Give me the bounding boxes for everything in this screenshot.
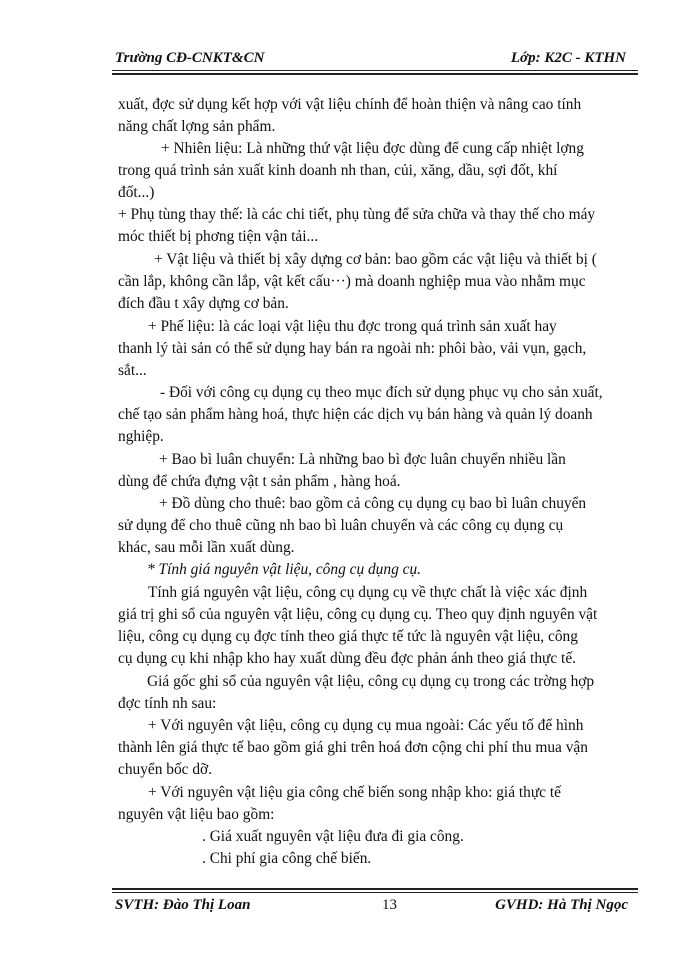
body-line: nguyên vật liệu bao gồm: [118, 806, 275, 823]
body-line: cụ dụng cụ khi nhập kho hay xuất dùng đều đợc phản ánh theo giá thực tế. [118, 650, 576, 667]
header-class: Lớp: K2C - KTHN [510, 50, 626, 66]
page-footer [112, 893, 638, 917]
page-header [112, 48, 636, 72]
header-rule-thin [112, 70, 638, 71]
body-line: móc thiết bị phơng tiện vận tải... [118, 228, 319, 245]
header-rule-thick [112, 73, 638, 75]
body-line: khác, sau mỗi lần xuất dùng. [118, 539, 295, 556]
body-line: sắt... [118, 362, 147, 379]
footer-rule-thick [112, 888, 638, 890]
body-line: xuất, đợc sử dụng kết hợp với vật liệu chính để hoàn thiện và nâng cao tính [118, 96, 582, 113]
body-line: đợc tính nh sau: [118, 695, 217, 712]
body-line: + Vật liệu và thiết bị xây dựng cơ bản: bao gồm các vật liệu và thiết bị ( [154, 251, 597, 268]
body-line: chế tạo sản phẩm hàng hoá, thực hiện các dịch vụ bán hàng và quản lý doanh [118, 406, 593, 423]
body-line: đích đầu t xây dựng cơ bản. [118, 295, 289, 312]
body-line: Tính giá nguyên vật liệu, công cụ dụng cụ về thực chất là việc xác định [148, 584, 588, 601]
body-line: chuyển bốc dỡ. [118, 761, 213, 778]
footer-advisor: GVHD: Hà Thị Ngọc [495, 897, 628, 913]
body-line: thành lên giá thực tế bao gồm giá ghi trên hoá đơn cộng chi phí thu mua vận [118, 739, 588, 756]
body-line: + Với nguyên vật liệu gia công chế biến song nhập kho: giá thực tế [148, 784, 561, 801]
body-line: đốt...) [118, 184, 155, 201]
body-line: + Với nguyên vật liệu, công cụ dụng cụ mua ngoài: Các yếu tố để hình [148, 717, 584, 734]
body-line: năng chất lợng sản phẩm. [118, 118, 276, 135]
body-line: trong quá trình sản xuất kinh doanh nh than, củi, xăng, dầu, sợi đốt, khí [118, 162, 558, 179]
body-line: dùng để chứa đựng vật t sản phẩm , hàng hoá. [118, 473, 401, 490]
body-line: giá trị ghi sổ của nguyên vật liệu, công cụ dụng cụ. Theo quy định nguyên vật [118, 606, 598, 623]
body-line: - Đối với công cụ dụng cụ theo mục đích sử dụng phục vụ cho sản xuất, [160, 384, 603, 401]
body-line: liệu, công cụ dụng cụ đợc tính theo giá thực tế tức là nguyên vật liệu, công [118, 628, 578, 645]
body-line: + Nhiên liệu: Là những thứ vật liệu đợc dùng để cung cấp nhiệt lợng [161, 140, 584, 157]
footer-student: SVTH: Đào Thị Loan [115, 897, 251, 913]
body-line: + Đồ dùng cho thuê: bao gồm cả công cụ dụng cụ bao bì luân chuyển [159, 495, 587, 512]
body-line: + Phụ tùng thay thế: là các chi tiết, phụ tùng để sửa chữa và thay thế cho máy [118, 206, 596, 223]
body-line: . Chi phí gia công chế biến. [202, 850, 372, 867]
body-line: sử dụng để cho thuê cũng nh bao bì luân chuyển và các công cụ dụng cụ [118, 517, 564, 534]
body-line: Giá gốc ghi sổ của nguyên vật liệu, công cụ dụng cụ trong các trờng hợp [147, 673, 595, 690]
body-line: . Giá xuất nguyên vật liệu đưa đi gia công. [202, 828, 464, 845]
header-school: Trường CĐ-CNKT&CN [115, 50, 265, 66]
body-line: thanh lý tài sản có thể sử dụng hay bán ra ngoài nh: phôi bào, vải vụn, gạch, [118, 340, 587, 357]
body-line: cần lắp, không cần lắp, vật kết cấu···) mà doanh nghiệp mua vào nhằm mục [118, 273, 586, 290]
body-line: + Phế liệu: là các loại vật liệu thu đợc trong quá trình sản xuất hay [148, 318, 557, 335]
body-line: * Tính giá nguyên vật liệu, công cụ dụng cụ. [147, 561, 421, 578]
body-line: + Bao bì luân chuyển: Là những bao bì đợc luân chuyển nhiều lần [159, 451, 566, 468]
body-line: nghiệp. [118, 428, 164, 445]
page-number: 13 [382, 897, 397, 913]
